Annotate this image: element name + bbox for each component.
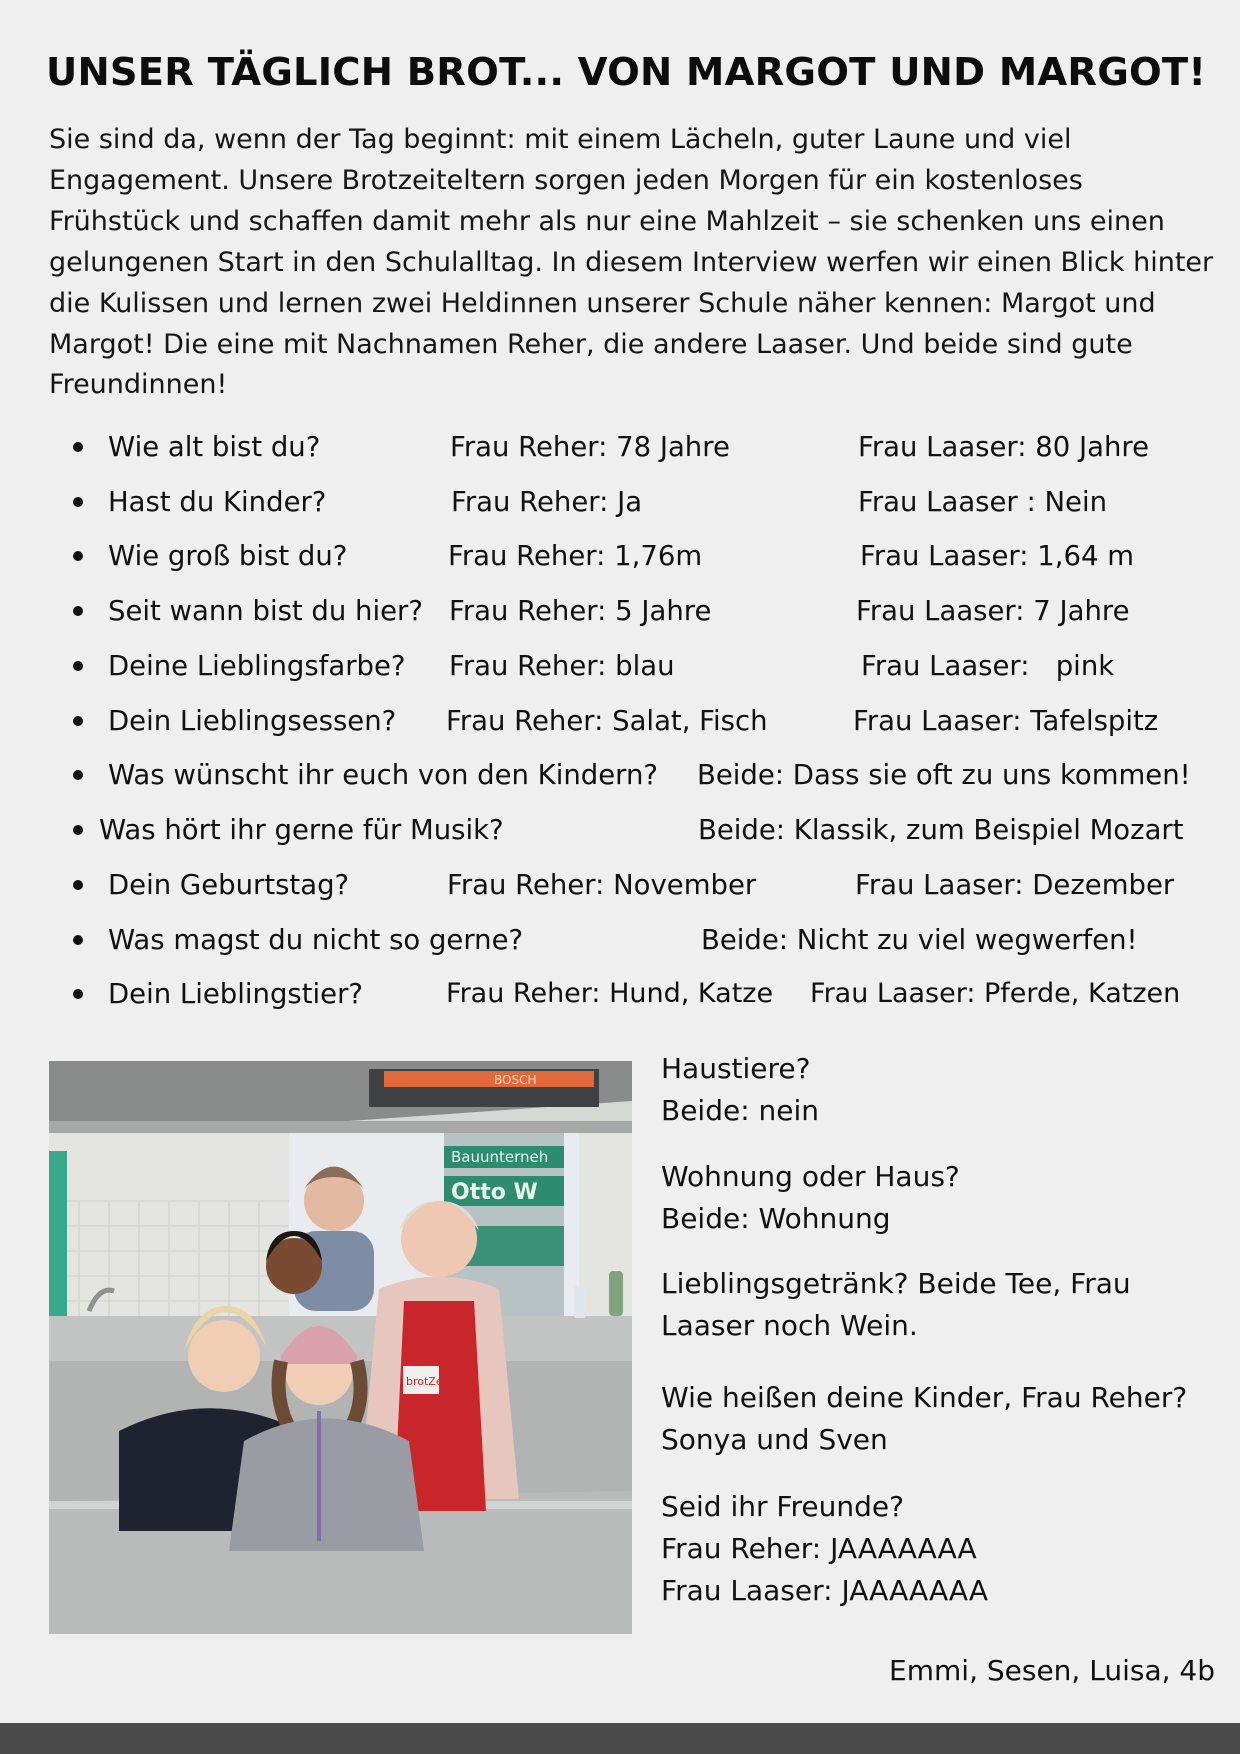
- list-item: [0, 427, 1240, 467]
- answer-both: Beide: Dass sie oft zu uns kommen!: [697, 759, 1191, 791]
- side-qa-children: [661, 1377, 1187, 1461]
- sign-text-1: Bauunterneh: [451, 1148, 549, 1166]
- question: Wohnung oder Haus?: [661, 1160, 960, 1193]
- side-qa-drink: [661, 1263, 1131, 1347]
- question: Dein Lieblingsessen?: [108, 705, 397, 737]
- question: Was wünscht ihr euch von den Kindern?: [108, 759, 658, 791]
- question: Was hört ihr gerne für Musik?: [99, 814, 504, 846]
- answer-both: Beide: Klassik, zum Beispiel Mozart: [698, 814, 1184, 846]
- bullet-icon: [73, 661, 83, 671]
- side-qa-pets: [661, 1048, 819, 1132]
- list-item: [0, 482, 1240, 522]
- article-title: UNSER TÄGLICH BROT... VON MARGOT UND MARGOT!: [46, 50, 1207, 95]
- answer: Beide: nein: [661, 1094, 820, 1127]
- question: Dein Lieblingstier?: [108, 978, 363, 1010]
- answer: Sonya und Sven: [661, 1423, 888, 1456]
- list-item: [0, 920, 1240, 960]
- answer-reher: Frau Reher: Ja: [451, 486, 643, 518]
- answer-laaser: Frau Laaser : Nein: [858, 486, 1108, 518]
- bullet-icon: [73, 551, 83, 561]
- answer-laaser: Frau Laaser: pink: [861, 650, 1115, 682]
- question: Haustiere?: [661, 1052, 811, 1085]
- question: Seit wann bist du hier?: [108, 595, 423, 627]
- list-item: [0, 591, 1240, 631]
- bullet-icon: [73, 825, 83, 835]
- list-item: [0, 701, 1240, 741]
- side-qa-friends: [661, 1486, 988, 1612]
- bullet-icon: [73, 606, 83, 616]
- question: Wie heißen deine Kinder, Frau Reher?: [661, 1381, 1188, 1414]
- footer-bar: [0, 1723, 1240, 1754]
- bullet-icon: [73, 716, 83, 726]
- question: Lieblingsgetränk? Beide Tee, Frau: [661, 1267, 1131, 1300]
- question: Was magst du nicht so gerne?: [108, 924, 524, 956]
- intro-paragraph: Sie sind da, wenn der Tag beginnt: mit einem Lächeln, guter Laune und viel Engagement. Unsere Brotzeiteltern sorgen jeden Morgen für ein kostenloses Frühstück und schaffen damit mehr als nur eine Mahlzeit – sie schenken uns einen gelungenen Start in den Schulalltag. In diesem Interview werfen wir einen Blick hinter die Kulissen und lernen zwei Heldinnen unserer Schule näher kennen: Margot und Margot! Die eine mit Nachnamen Reher, die andere Laaser. Und beide sind gute Freundinnen!: [49, 124, 1214, 401]
- question: Dein Geburtstag?: [108, 869, 350, 901]
- list-item: [0, 536, 1240, 576]
- author-credit: Emmi, Sesen, Luisa, 4b: [889, 1654, 1215, 1687]
- sign-text-2: Otto W: [451, 1180, 538, 1205]
- answer-both: Beide: Nicht zu viel wegwerfen!: [701, 924, 1138, 956]
- bullet-icon: [73, 442, 83, 452]
- answer-reher: Frau Reher: blau: [449, 650, 675, 682]
- list-item: [0, 865, 1240, 905]
- answer-reher: Frau Reher: 5 Jahre: [449, 595, 712, 627]
- bosch-logo: BOSCH: [494, 1073, 537, 1087]
- answer-reher: Frau Reher: November: [447, 869, 757, 901]
- question: Seid ihr Freunde?: [661, 1490, 904, 1523]
- kitchen-photo: [49, 1061, 632, 1634]
- answer: Beide: Wohnung: [661, 1202, 891, 1235]
- list-item: [0, 974, 1240, 1014]
- bullet-icon: [73, 497, 83, 507]
- answer-reher: Frau Reher: 78 Jahre: [450, 431, 730, 463]
- answer-laaser: Frau Laaser: 1,64 m: [860, 540, 1135, 572]
- question: Hast du Kinder?: [108, 486, 327, 518]
- answer-laaser: Frau Laaser: Pferde, Katzen: [810, 978, 1181, 1009]
- answer-laaser: Frau Laaser: Dezember: [855, 869, 1175, 901]
- question: Wie groß bist du?: [108, 540, 348, 572]
- answer: Frau Laaser: JAAAAAAA: [661, 1574, 988, 1607]
- answer-laaser: Frau Laaser: Tafelspitz: [853, 705, 1159, 737]
- answer: Frau Reher: JAAAAAAA: [661, 1532, 977, 1565]
- answer: Laaser noch Wein.: [661, 1309, 918, 1342]
- answer-reher: Frau Reher: Salat, Fisch: [446, 705, 768, 737]
- bullet-icon: [73, 770, 83, 780]
- apron-logo: brotZeit: [406, 1375, 450, 1388]
- answer-reher: Frau Reher: 1,76m: [448, 540, 703, 572]
- bullet-icon: [73, 935, 83, 945]
- bullet-icon: [73, 880, 83, 890]
- side-qa-home: [661, 1156, 960, 1240]
- list-item: [0, 755, 1240, 795]
- question: Wie alt bist du?: [108, 431, 321, 463]
- list-item: [0, 646, 1240, 686]
- answer-reher: Frau Reher: Hund, Katze: [446, 978, 774, 1009]
- question: Deine Lieblingsfarbe?: [108, 650, 406, 682]
- answer-laaser: Frau Laaser: 80 Jahre: [858, 431, 1149, 463]
- list-item: [0, 810, 1240, 850]
- photo-illustration: [49, 1061, 632, 1634]
- bullet-icon: [73, 989, 83, 999]
- answer-laaser: Frau Laaser: 7 Jahre: [856, 595, 1130, 627]
